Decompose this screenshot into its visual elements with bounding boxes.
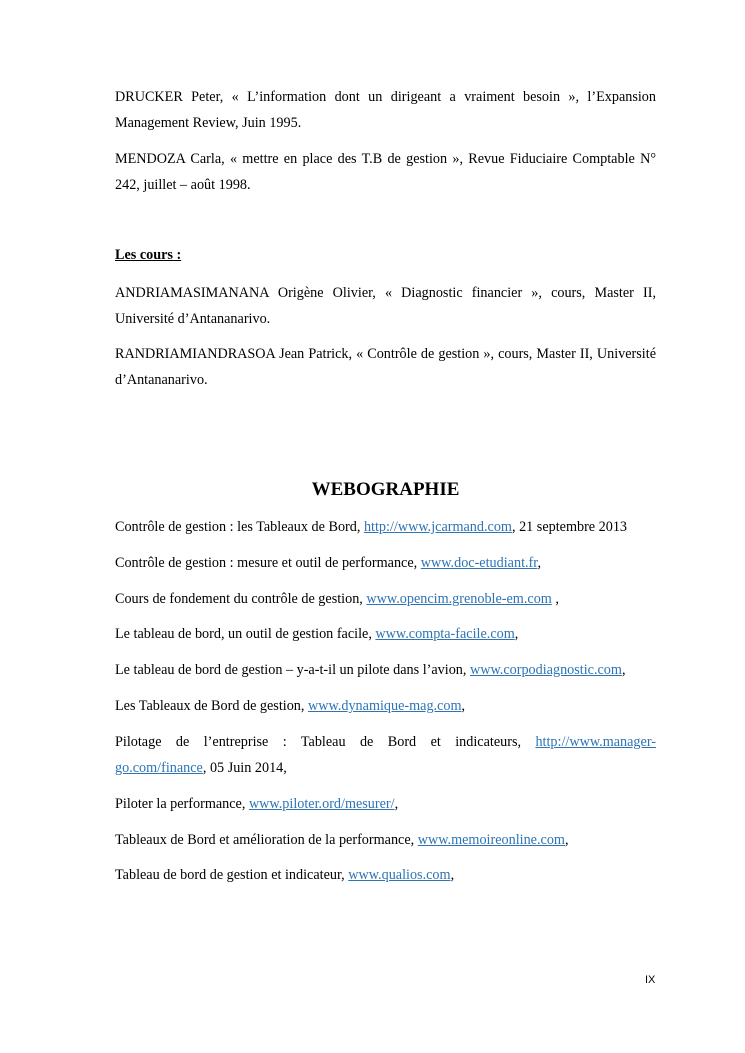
- page-number: IX: [645, 974, 656, 986]
- web-entry-text: Contrôle de gestion : mesure et outil de performance,: [115, 555, 421, 571]
- web-entry-text: Pilotage de l’entreprise : Tableau de Bord et indicateurs,: [115, 734, 536, 750]
- web-link[interactable]: www.opencim.grenoble-em.com: [366, 591, 552, 607]
- web-entry-suffix: ,: [450, 867, 455, 883]
- web-entry: [115, 624, 656, 644]
- web-entry: [115, 589, 656, 609]
- web-entry-suffix: ,: [514, 626, 519, 642]
- web-entry-suffix: ,: [564, 832, 569, 848]
- web-link[interactable]: www.memoireonline.com: [417, 832, 565, 848]
- bibliography-entry-mendoza: MENDOZA Carla, « mettre en place des T.B de gestion », Revue Fiduciaire Comptable N° 242, juillet – août 1998.: [115, 151, 656, 193]
- web-entry: [115, 794, 656, 814]
- web-link[interactable]: www.corpodiagnostic.com: [469, 662, 622, 678]
- webography-title: WEBOGRAPHIE: [311, 479, 460, 500]
- web-entry-text: Tableaux de Bord et amélioration de la performance,: [115, 832, 418, 848]
- course-entry-andriamasimanana: ANDRIAMASIMANANA Origène Olivier, « Diagnostic financier », cours, Master II, Université d’Antananarivo.: [115, 285, 656, 327]
- web-link[interactable]: www.doc-etudiant.fr: [420, 555, 538, 571]
- web-link[interactable]: go.com/finance: [115, 760, 203, 776]
- web-entry: [115, 517, 656, 537]
- bibliography-entry-drucker: DRUCKER Peter, « L’information dont un dirigeant a vraiment besoin », l’Expansion Management Review, Juin 1995.: [115, 89, 656, 131]
- web-link[interactable]: http://www.jcarmand.com: [363, 519, 512, 535]
- web-entry: [115, 696, 656, 716]
- web-entry-suffix: ,: [394, 796, 399, 812]
- web-entry-suffix: , 21 septembre 2013: [511, 519, 628, 535]
- web-entry-text: Le tableau de bord de gestion – y-a-t-il un pilote dans l’avion,: [115, 662, 470, 678]
- web-entry: [115, 729, 656, 781]
- web-entry-suffix: , 05 Juin 2014,: [202, 760, 287, 776]
- web-entry-text: Contrôle de gestion : les Tableaux de Bord,: [115, 519, 364, 535]
- web-entry-suffix: ,: [621, 662, 626, 678]
- web-link[interactable]: www.piloter.ord/mesurer/: [248, 796, 395, 812]
- web-entry: [115, 553, 656, 573]
- web-entry-text: Les Tableaux de Bord de gestion,: [115, 698, 308, 714]
- courses-heading: Les cours :: [115, 247, 182, 263]
- course-entry-randriamiandrasoa: RANDRIAMIANDRASOA Jean Patrick, « Contrôle de gestion », cours, Master II, Université d’Antananarivo.: [115, 346, 656, 388]
- web-entry-suffix: ,: [537, 555, 541, 571]
- web-entry-line: [115, 729, 656, 755]
- web-entry-suffix: ,: [461, 698, 466, 714]
- web-entry-text: Cours de fondement du contrôle de gestion,: [115, 591, 367, 607]
- web-entry-line: [115, 755, 656, 781]
- web-link[interactable]: http://www.manager-: [535, 734, 656, 750]
- web-link[interactable]: www.dynamique-mag.com: [308, 698, 462, 714]
- web-entry-text: Le tableau de bord, un outil de gestion facile,: [115, 626, 376, 642]
- web-entry-suffix: ,: [551, 591, 559, 607]
- web-entry: [115, 830, 656, 850]
- web-entry-text: Tableau de bord de gestion et indicateur,: [115, 867, 349, 883]
- web-link[interactable]: www.compta-facile.com: [375, 626, 515, 642]
- web-entry: [115, 865, 656, 885]
- web-entry-text: Piloter la performance,: [115, 796, 249, 812]
- web-entry: [115, 660, 656, 680]
- web-link[interactable]: www.qualios.com: [348, 867, 451, 883]
